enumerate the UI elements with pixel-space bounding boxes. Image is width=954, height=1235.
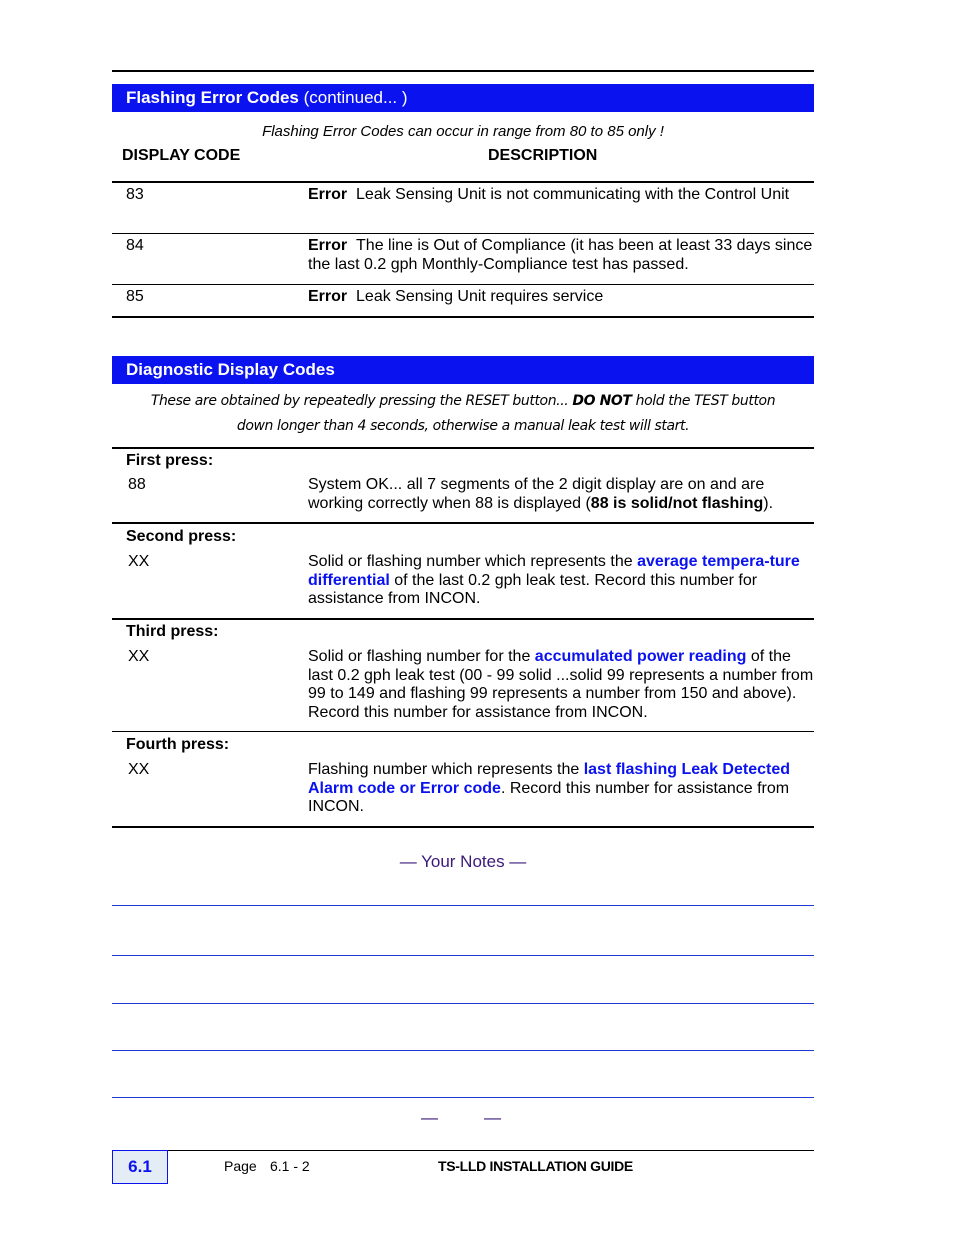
error-text: Leak Sensing Unit requires service [356, 288, 604, 305]
error-code: 84 [126, 237, 144, 254]
press-text-end: of the last 0.2 gph leak test. Record this number for assistance from INCON. [308, 571, 758, 607]
press-text-end: ). [763, 494, 774, 512]
diagnostic-display-codes-banner [112, 356, 814, 384]
press-emphasis: 88 is solid/not flashing [590, 494, 764, 512]
press-description [308, 761, 814, 817]
display-code: XX [128, 761, 150, 778]
press-emphasis: accumulated power reading [534, 648, 747, 665]
diagnostic-note-line2: down longer than 4 seconds, otherwise a manual leak test will start. [236, 418, 690, 434]
press-label: Third press: [126, 623, 219, 640]
diagnostic-note-post: hold the TEST button [631, 393, 776, 409]
press-divider [112, 731, 814, 732]
press-divider [112, 618, 814, 620]
press-emphasis: average tempera-ture differential [308, 553, 800, 589]
note-line[interactable] [112, 955, 814, 956]
notes-end-dash-left: — [421, 1108, 438, 1127]
note-line[interactable] [112, 1097, 814, 1098]
row-divider [112, 284, 814, 285]
press-text-end: . Record this number for assistance from INCON. [308, 779, 790, 815]
press-description [308, 553, 814, 609]
press-description [308, 476, 814, 513]
guide-title: TS-LLD INSTALLATION GUIDE [438, 1158, 633, 1174]
error-label: Error [308, 288, 348, 305]
section-title-suffix: (continued... ) [298, 88, 408, 107]
diagnostic-note-emphasis: DO NOT [572, 393, 632, 409]
error-description [308, 237, 814, 274]
press-description [308, 648, 814, 722]
section-title: Flashing Error Codes [126, 88, 299, 107]
column-header-description: DESCRIPTION [488, 147, 598, 164]
page-number: 6.1 - 2 [270, 1158, 310, 1174]
range-note: Flashing Error Codes can occur in range from 80 to 85 only ! [262, 123, 664, 140]
table-header-rule [112, 181, 814, 183]
your-notes-title: — Your Notes — [399, 852, 527, 871]
note-line[interactable] [112, 1050, 814, 1051]
notes-end-dash-right: — [484, 1108, 501, 1127]
column-header-display-code: DISPLAY CODE [122, 147, 241, 164]
table-bottom-rule [112, 316, 814, 318]
press-text-end: of the last 0.2 gph leak test (00 - 99 solid ...solid 99 represents a number from 99 to 149 and flashing 99 represents a number from 150 and above). Record this number for assistance from INCON. [308, 648, 814, 721]
error-text: The line is Out of Compliance (it has been at least 33 days since the last 0.2 gph Monthly-Compliance test has passed. [308, 237, 813, 273]
diagnostic-note [112, 389, 814, 439]
press-divider [112, 447, 814, 449]
display-code: XX [128, 648, 150, 665]
page-label: Page [224, 1158, 257, 1174]
footer-rule [112, 1150, 814, 1151]
error-description [308, 186, 814, 205]
press-label: Fourth press: [126, 736, 230, 753]
flashing-error-codes-banner [112, 84, 814, 112]
top-rule [112, 70, 814, 72]
display-code: 88 [128, 476, 146, 493]
section-number-badge: 6.1 [112, 1150, 168, 1184]
press-emphasis: last flashing Leak Detected Alarm code or Error code [308, 761, 790, 797]
error-label: Error [308, 186, 348, 203]
note-line[interactable] [112, 1003, 814, 1004]
press-text: Solid or flashing number for the [308, 648, 535, 665]
error-text: Leak Sensing Unit is not communicating with the Control Unit [356, 186, 790, 203]
press-text: System OK... all 7 segments of the 2 digit display are on and are working correctly when 88 is displayed ( [308, 476, 765, 512]
error-code: 85 [126, 288, 144, 305]
press-label: First press: [126, 452, 214, 469]
display-code: XX [128, 553, 150, 570]
diagnostic-note-pre: These are obtained by repeatedly pressing the RESET button... [150, 393, 573, 409]
press-text: Solid or flashing number which represents the [308, 553, 638, 570]
press-divider [112, 522, 814, 524]
row-divider [112, 233, 814, 234]
error-label: Error [308, 237, 348, 254]
table-bottom-rule [112, 826, 814, 828]
press-text: Flashing number which represents the [308, 761, 584, 778]
note-line[interactable] [112, 905, 814, 906]
section-title: Diagnostic Display Codes [126, 360, 335, 379]
press-label: Second press: [126, 528, 237, 545]
error-code: 83 [126, 186, 144, 203]
error-description [308, 288, 814, 307]
